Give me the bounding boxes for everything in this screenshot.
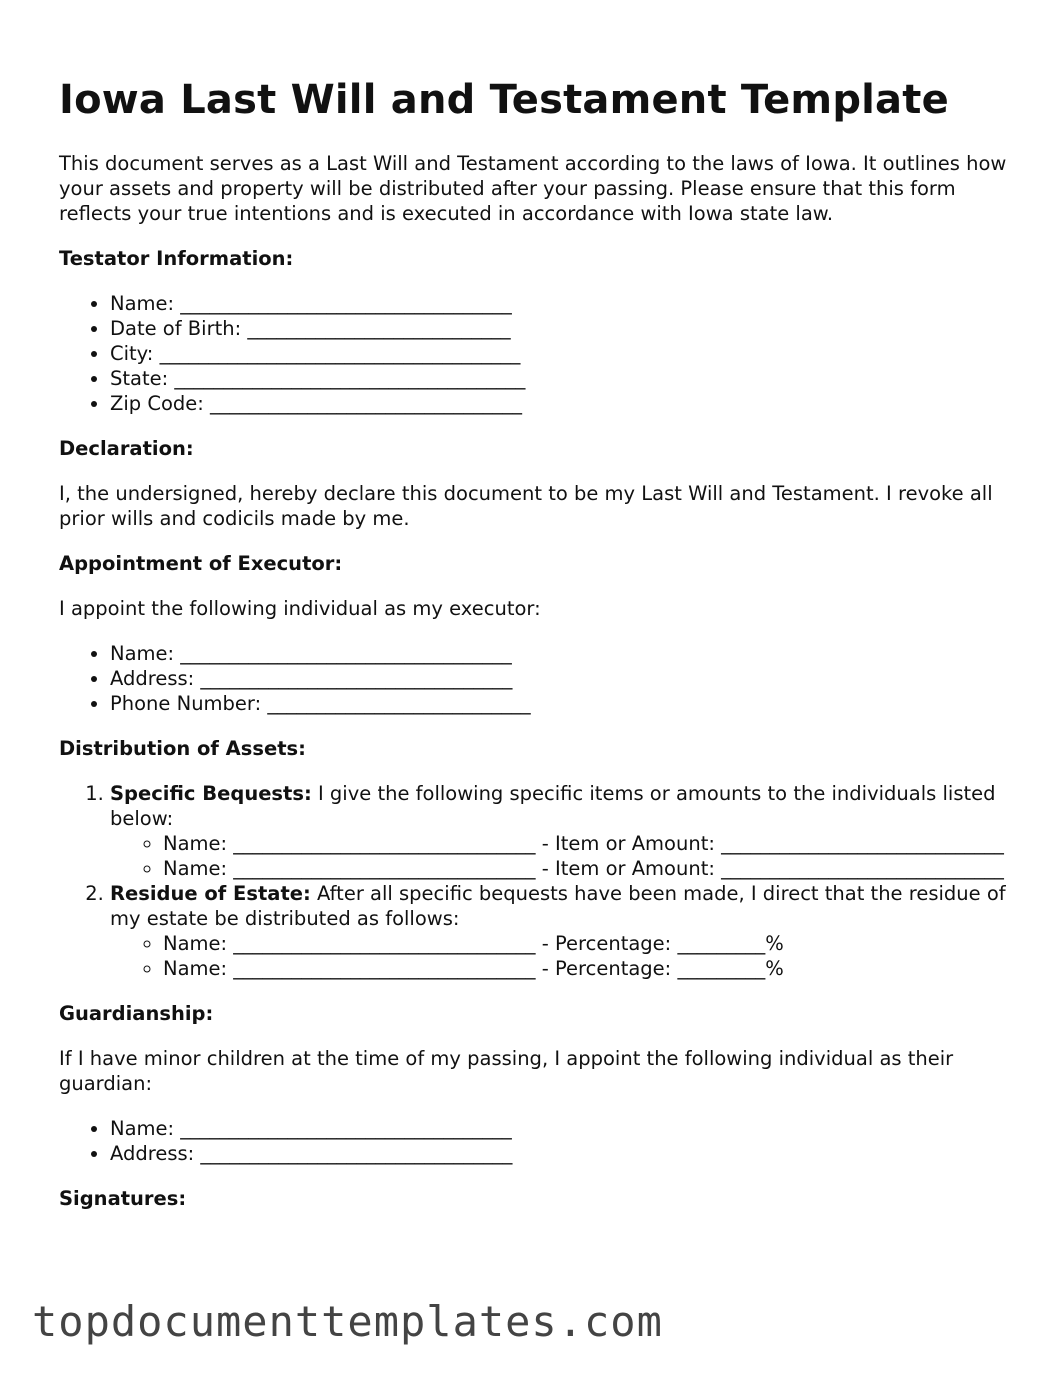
guardian-field-list <box>59 1116 1009 1166</box>
testator-heading: Testator Information: <box>59 247 294 270</box>
guardian-name-field: • Name: __________________________________ <box>110 1116 1009 1141</box>
testator-dob-field: • Date of Birth: ___________________________ <box>110 316 1009 341</box>
distribution-list <box>59 781 1009 981</box>
testator-field-list <box>59 291 1009 416</box>
residue-text: After all specific bequests have been made, I direct that the residue of my estate be distributed as follows: <box>110 882 1006 930</box>
testator-city-field: • City: _____________________________________ <box>110 341 1009 366</box>
guardianship-heading: Guardianship: <box>59 1002 214 1025</box>
specific-bequests-item <box>110 781 1009 881</box>
bequest-entry: ◦ Name: _______________________________ - Item or Amount: _____________________________ <box>163 856 1009 881</box>
residue-entry: ◦ Name: _______________________________ - Percentage: _________% <box>163 956 1009 981</box>
guardian-address-field: • Address: ________________________________ <box>110 1141 1009 1166</box>
testator-zip-field: • Zip Code: ________________________________ <box>110 391 1009 416</box>
executor-field-list <box>59 641 1009 716</box>
watermark-text: topdocumenttemplates.com <box>32 1297 663 1346</box>
residue-label: Residue of Estate: <box>110 882 311 905</box>
executor-heading: Appointment of Executor: <box>59 552 343 575</box>
declaration-heading: Declaration: <box>59 437 194 460</box>
executor-text: I appoint the following individual as my executor: <box>59 597 541 620</box>
signatures-heading: Signatures: <box>59 1187 187 1210</box>
executor-phone-field: • Phone Number: ___________________________ <box>110 691 1009 716</box>
residue-entry: ◦ Name: _______________________________ - Percentage: _________% <box>163 931 1009 956</box>
testator-state-field: • State: ____________________________________ <box>110 366 1009 391</box>
intro-paragraph: This document serves as a Last Will and Testament according to the laws of Iowa. It outlines how your assets and property will be distributed after your passing. Please ensure that this form reflects your true intentions and is executed in accordance with Iowa state law. <box>59 152 1007 225</box>
specific-bequests-text: I give the following specific items or amounts to the individuals listed below: <box>110 782 996 830</box>
page-title: Iowa Last Will and Testament Template <box>59 77 949 123</box>
bequest-entry: ◦ Name: _______________________________ - Item or Amount: _____________________________ <box>163 831 1009 856</box>
document-page <box>59 74 1009 1231</box>
specific-bequests-label: Specific Bequests: <box>110 782 312 805</box>
guardianship-text: If I have minor children at the time of my passing, I appoint the following individual as their guardian: <box>59 1047 954 1095</box>
specific-bequests-list <box>110 831 1009 881</box>
residue-list <box>110 931 1009 981</box>
distribution-heading: Distribution of Assets: <box>59 737 306 760</box>
testator-name-field: • Name: __________________________________ <box>110 291 1009 316</box>
executor-address-field: • Address: ________________________________ <box>110 666 1009 691</box>
executor-name-field: • Name: __________________________________ <box>110 641 1009 666</box>
declaration-text: I, the undersigned, hereby declare this document to be my Last Will and Testament. I revoke all prior wills and codicils made by me. <box>59 482 993 530</box>
residue-item <box>110 881 1009 981</box>
